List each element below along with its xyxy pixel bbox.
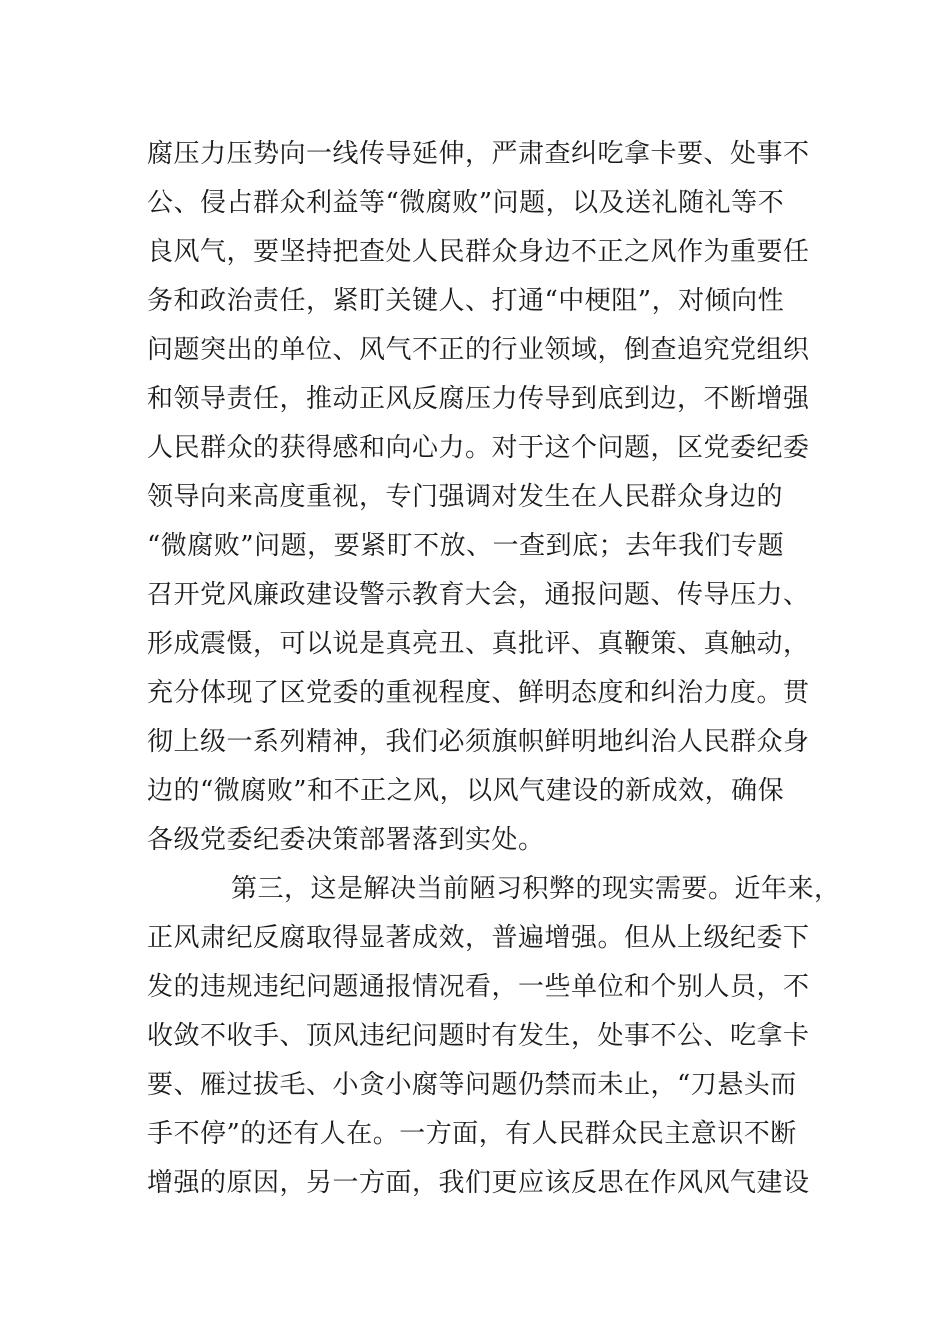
text-line: 人民群众的获得感和向心力。对于这个问题，区党委纪委 (147, 433, 810, 463)
text-line: 充分体现了区党委的重视程度、鲜明态度和纠治力度。贯 (147, 678, 810, 708)
text-line: “微腐败”问题，要紧盯不放、一查到底；去年我们专题 (147, 531, 785, 561)
text-line: 收敛不收手、顶风违纪问题时有发生，处事不公、吃拿卡 (147, 1021, 810, 1051)
text-line: 和领导责任，推动正风反腐压力传导到底到边，不断增强 (147, 384, 810, 414)
text-line: 务和政治责任，紧盯关键人、打通“中梗阻”，对倾向性 (147, 286, 785, 316)
body-text (147, 130, 841, 1208)
text-line: 召开党风廉政建设警示教育大会，通报问题、传导压力、 (147, 580, 810, 610)
text-line: 形成震慑，可以说是真亮丑、真批评、真鞭策、真触动， (147, 629, 810, 659)
text-line: 发的违规违纪问题通报情况看，一些单位和个别人员，不 (147, 972, 810, 1002)
text-line: 正风肃纪反腐取得显著成效，普遍增强。但从上级纪委下 (147, 923, 810, 953)
text-line: 彻上级一系列精神，我们必须旗帜鲜明地纠治人民群众身 (147, 727, 810, 757)
text-line: 要、雁过拔毛、小贪小腐等问题仍禁而未止，“刀悬头而 (147, 1070, 797, 1100)
text-line: 公、侵占群众利益等“微腐败”问题，以及送礼随礼等不 (147, 188, 785, 218)
text-line: 良风气，要坚持把查处人民群众身边不正之风作为重要任 (147, 237, 810, 267)
text-line: 边的“微腐败”和不正之风，以风气建设的新成效，确保 (147, 776, 785, 806)
text-line: 增强的原因，另一方面，我们更应该反思在作风风气建设 (147, 1168, 810, 1198)
text-line: 问题突出的单位、风气不正的行业领域，倒查追究党组织 (147, 335, 810, 365)
paragraph-start-line: 第三，这是解决当前陋习积弊的现实需要。近年来， (231, 874, 841, 904)
text-line: 各级党委纪委决策部署落到实处。 (147, 825, 545, 855)
text-line: 腐压力压势向一线传导延伸，严肃查纠吃拿卡要、处事不 (147, 139, 810, 169)
text-line: 领导向来高度重视，专门强调对发生在人民群众身边的 (147, 482, 784, 512)
text-line: 手不停”的还有人在。一方面，有人民群众民主意识不断 (147, 1119, 797, 1149)
